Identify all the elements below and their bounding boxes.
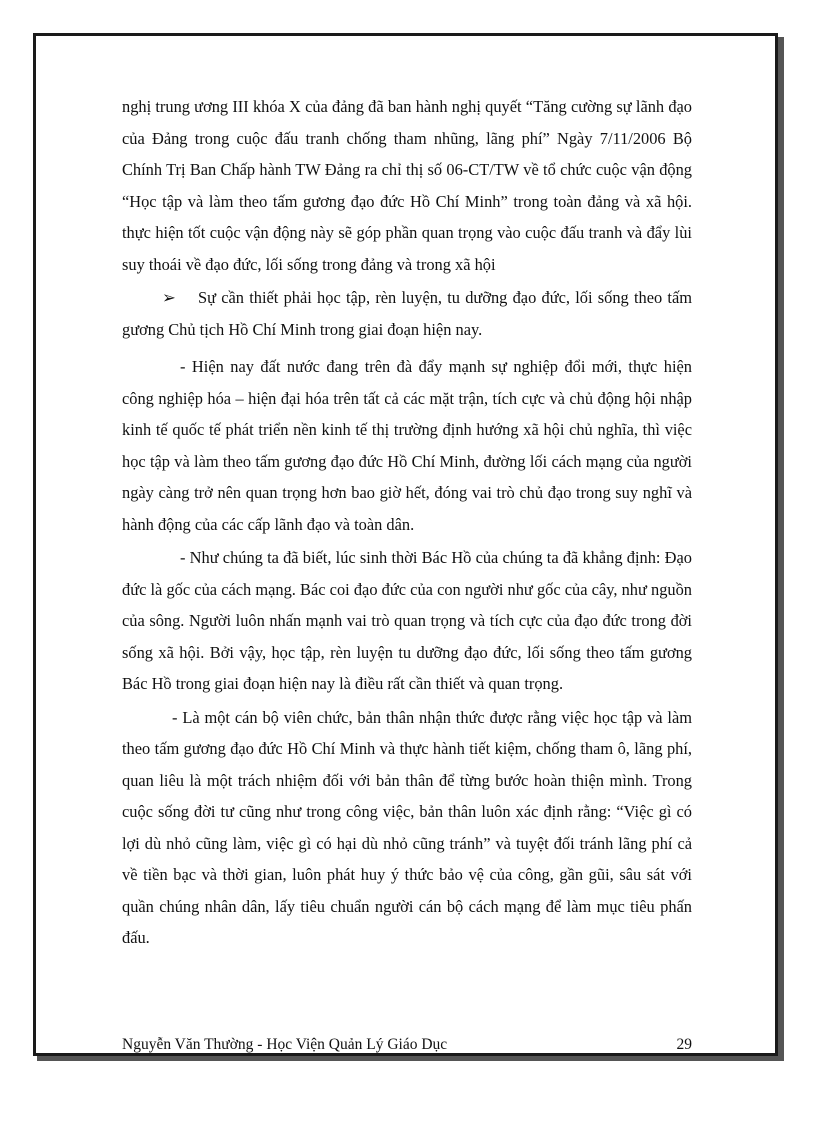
paragraph-ethics-root: - Như chúng ta đã biết, lúc sinh thời Bác Hồ của chúng ta đã khẳng định: Đạo đức là gốc của cách mạng. Bác coi đạo đức của con người như gốc của cây, như nguồn của sông. Người luôn nhấn mạnh vai trò quan trọng và tích cực của đạo đức trong đời sống xã hội. Bởi vậy, học tập, rèn luyện tu dưỡng đạo đức, lối sống theo tấm gương Bác Hồ trong giai đoạn hiện nay là điều rất cần thiết và quan trọng. [122,548,692,693]
arrow-bullet-icon: ➢ [162,288,176,307]
page-footer [122,1036,692,1054]
paragraph-intro: nghị trung ương III khóa X của đảng đã ban hành nghị quyết “Tăng cường sự lãnh đạo của Đảng trong cuộc đấu tranh chống tham nhũng, lãng phí” Ngày 7/11/2006 Bộ Chính Trị Ban Chấp hành TW Đảng ra chỉ thị số 06-CT/TW về tổ chức cuộc vận động “Học tập và làm theo tấm gương đạo đức Hồ Chí Minh” trong toàn đảng và xã hội. thực hiện tốt cuộc vận động này sẽ góp phần quan trọng vào cuộc đấu tranh và đẩy lùi suy thoái về đạo đức, lối sống trong đảng và trong xã hội [122,97,692,274]
bullet-heading-text: Sự cần thiết phải học tập, rèn luyện, tu dưỡng đạo đức, lối sống theo tấm gương Chủ tịch Hồ Chí Minh trong giai đoạn hiện nay. [122,288,692,339]
paragraph-personal-commitment: - Là một cán bộ viên chức, bản thân nhận thức được rằng việc học tập và làm theo tấm gương đạo đức Hồ Chí Minh và thực hành tiết kiệm, chống tham ô, lãng phí, quan liêu là một trách nhiệm đối với bản thân để từng bước hoàn thiện mình. Trong cuộc sống đời tư cũng như trong công việc, bản thân luôn xác định rằng: “Việc gì có lợi dù nhỏ cũng làm, việc gì có hại dù nhỏ cũng tránh” và tuyệt đối tránh lãng phí cả về tiền bạc và thời gian, luôn phát huy ý thức bảo vệ của công, gần gũi, sâu sát với quần chúng nhân dân, lấy tiêu chuẩn người cán bộ cách mạng để làm mục tiêu phấn đấu. [122,707,692,947]
footer-author: Nguyễn Văn Thường - Học Viện Quản Lý Giáo Dục [122,1036,448,1053]
bullet-heading [122,282,692,345]
page-number: 29 [676,1036,692,1053]
paragraph-current-situation: - Hiện nay đất nước đang trên đà đẩy mạnh sự nghiệp đổi mới, thực hiện công nghiệp hóa – hiện đại hóa trên tất cả các mặt trận, tích cực và chủ động hội nhập kinh tế quốc tế phát triển nền kinh tế thị trường định hướng xã hội chủ nghĩa, thì việc học tập và làm theo tấm gương đạo đức Hồ Chí Minh, đường lối cách mạng của người ngày càng trở nên quan trọng hơn bao giờ hết, đóng vai trò chủ đạo trong suy nghĩ và hành động của các cấp lãnh đạo và toàn dân. [122,357,692,534]
page-content [122,91,692,956]
